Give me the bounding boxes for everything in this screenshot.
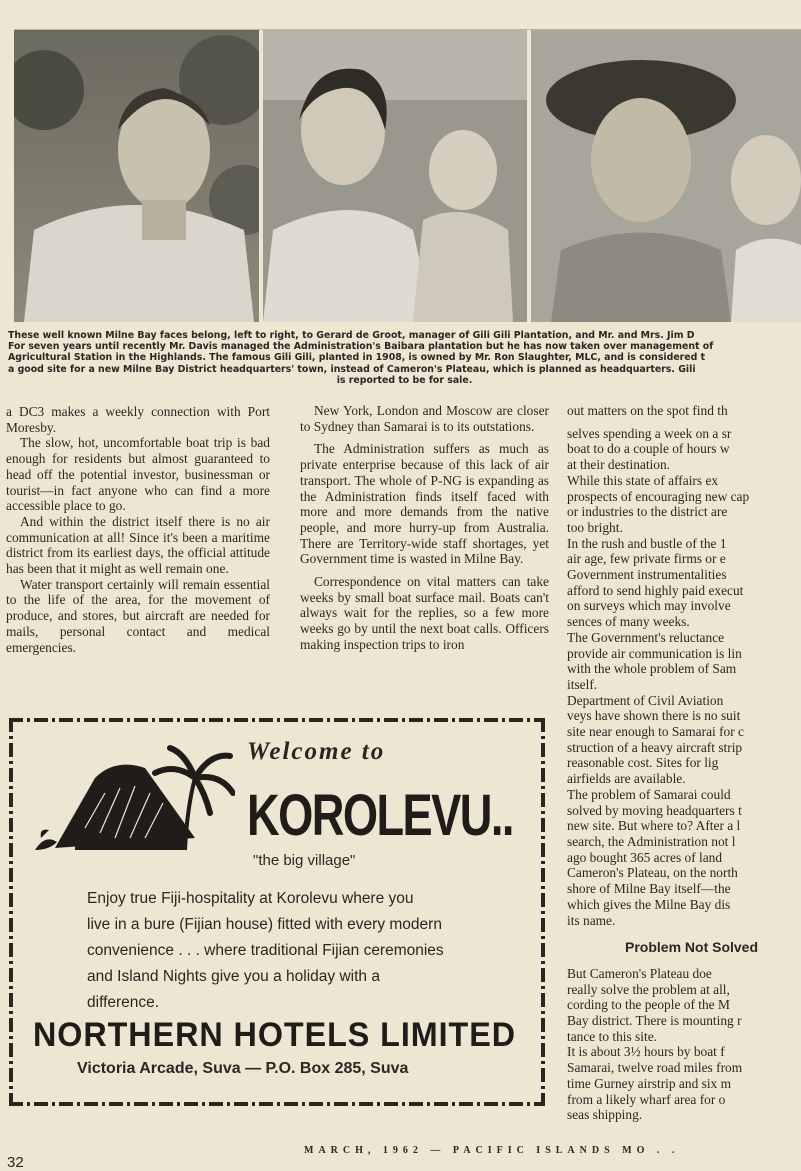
caption-line: For seven years until recently Mr. Davis managed the Administration's Baibara plantation but he has now taken over management of bbox=[8, 341, 714, 353]
column-line: It is about 3½ hours by boat f bbox=[567, 1044, 725, 1060]
caption-line: Agricultural Station in the Highlands. The famous Gili Gili, planted in 1908, is owned by Mr. Ron Slaughter, MLC, and is considered t bbox=[8, 352, 706, 364]
caption-line: is reported to be for sale. bbox=[336, 374, 473, 386]
column-line: site near enough to Samarai for c bbox=[567, 724, 744, 740]
column-line: The problem of Samarai could bbox=[567, 786, 731, 802]
column-line: on surveys which may involve bbox=[567, 598, 731, 614]
caption-line: a good site for a new Milne Bay District headquarters' town, instead of Cameron's Plateau, which is planned as headquarters. Gili bbox=[8, 363, 696, 375]
column-line: out matters on the spot find th bbox=[567, 403, 728, 418]
column-line: Samarai, twelve road miles from bbox=[567, 1060, 743, 1076]
paragraph: The slow, hot, uncomfortable boat trip is bad enough for residents but almost guaranteed to head off the potential investor, businessman or tourist—in fact anyone who can find a more accessible place to go. bbox=[6, 435, 270, 514]
column-line: Department of Civil Aviation bbox=[567, 692, 724, 708]
ad-body-line: Enjoy true Fiji-hospitality at Korolevu where you bbox=[87, 890, 414, 907]
column-line: Cameron's Plateau, on the north bbox=[567, 865, 738, 881]
ad-korolevu-title: KOROLEVU.. bbox=[247, 783, 513, 848]
column-line: veys have shown there is no suit bbox=[567, 708, 741, 724]
photo-strip bbox=[14, 30, 801, 322]
column-line: prospects of encouraging new cap bbox=[567, 488, 750, 504]
paragraph: Water transport certainly will remain essential to the life of the area, for the movement of produce, and stores, but aircraft are needed for mails, personal contact and medical emergencies. bbox=[6, 576, 270, 655]
ad-body-line: convenience . . . where traditional Fijian ceremonies bbox=[87, 942, 444, 959]
column-line: airfields are available. bbox=[567, 771, 686, 787]
ad-border-left bbox=[9, 718, 13, 1106]
page-number: 32 bbox=[7, 1154, 24, 1171]
column-line: In the rush and bustle of the 1 bbox=[567, 535, 727, 551]
column-line: itself. bbox=[567, 676, 598, 692]
subheading: Problem Not Solved bbox=[625, 939, 759, 956]
column-line: reasonable cost. Sites for lig bbox=[567, 755, 719, 771]
paragraph: New York, London and Moscow are closer to Sydney than Samarai is to its outstations. bbox=[300, 403, 549, 434]
paragraph: a DC3 makes a weekly connection with Port Moresby. bbox=[6, 404, 270, 435]
ad-body-line: and Island Nights give you a holiday with a bbox=[87, 968, 380, 985]
column-line: But Cameron's Plateau doe bbox=[567, 965, 712, 981]
ad-welcome-heading: Welcome to bbox=[247, 738, 386, 765]
paragraph: And within the district itself there is no air communication at all! Since it's been a maritime district from its earliest days, the official attitude has been that it might as well remain one. bbox=[6, 513, 270, 577]
column-line: selves spending a week on a sr bbox=[567, 425, 732, 441]
column-line: air age, few private firms or e bbox=[567, 551, 726, 567]
caption-line: These well known Milne Bay faces belong, left to right, to Gerard de Groot, manager of Gili Gili Plantation, and Mr. and Mrs. Jim D bbox=[8, 330, 695, 341]
photo-gerard-de-groot bbox=[14, 30, 259, 322]
column-line: which gives the Milne Bay dis bbox=[567, 896, 731, 912]
ad-border-right bbox=[541, 718, 545, 1106]
article-column-3 bbox=[567, 403, 801, 1123]
column-line: While this state of affairs ex bbox=[567, 472, 719, 488]
column-line: ago bought 365 acres of land bbox=[567, 849, 723, 865]
ad-tagline: "the big village" bbox=[253, 852, 356, 869]
column-line: Bay district. There is mounting r bbox=[567, 1013, 742, 1029]
running-footer: MARCH, 1962 — PACIFIC ISLANDS MO . . bbox=[304, 1145, 680, 1156]
ad-body-line: live in a bure (Fijian house) fitted with every modern bbox=[87, 916, 442, 933]
column-line: provide air communication is lin bbox=[567, 645, 742, 661]
column-line: with the whole problem of Sam bbox=[567, 661, 737, 677]
ad-border-top bbox=[9, 718, 545, 722]
column-line: The Government's reluctance bbox=[567, 629, 725, 645]
column-line: its name. bbox=[567, 912, 616, 928]
ad-address: Victoria Arcade, Suva — P.O. Box 285, Suva bbox=[77, 1060, 409, 1077]
bure-and-palm-illustration bbox=[35, 738, 235, 858]
column-line: Government instrumentalities bbox=[567, 567, 727, 583]
column-line: afford to send highly paid execut bbox=[567, 582, 744, 598]
column-line: cording to the people of the M bbox=[567, 997, 730, 1013]
ad-body-line: difference. bbox=[87, 994, 160, 1011]
ad-border-bottom bbox=[9, 1102, 545, 1106]
column-line: too bright. bbox=[567, 519, 623, 535]
column-line: new site. But where to? After a l bbox=[567, 818, 741, 834]
column-line: solved by moving headquarters t bbox=[567, 802, 742, 818]
column-line: search, the Administration not l bbox=[567, 833, 736, 849]
column-line: seas shipping. bbox=[567, 1107, 643, 1123]
paragraph: The Administration suffers as much as private enterprise because of this lack of air transport. The whole of P-NG is expanding as the Administration finds itself faced with more and more demands from the native people, and more hurry-up from Australia. There are Territory-wide staff shortages, yet Government time is wasted in Milne Bay. bbox=[300, 441, 549, 567]
column-line: struction of a heavy aircraft strip bbox=[567, 739, 743, 755]
photo-caption bbox=[8, 330, 801, 394]
column-line: at their destination. bbox=[567, 457, 671, 473]
column-line: or industries to the district are bbox=[567, 504, 728, 520]
column-line: time Gurney airstrip and six m bbox=[567, 1075, 732, 1091]
column-line: from a likely wharf area for o bbox=[567, 1091, 726, 1107]
photo-mrs-davis-and-child bbox=[263, 30, 527, 322]
paragraph: Correspondence on vital matters can take weeks by small boat surface mail. Boats can't always wait for the replies, so a few more weeks go by until the next boat calls. Officers making inspection trips to iron bbox=[300, 574, 549, 652]
ad-company-name: NORTHERN HOTELS LIMITED bbox=[33, 1016, 517, 1054]
column-line: tance to this site. bbox=[567, 1028, 657, 1044]
column-line: shore of Milne Bay itself—the bbox=[567, 881, 731, 897]
column-line: really solve the problem at all, bbox=[567, 981, 730, 997]
photo-jim-davis-and-child bbox=[531, 30, 801, 322]
article-column-1 bbox=[6, 404, 270, 655]
article-column-2 bbox=[300, 403, 549, 653]
ad-body-text bbox=[87, 886, 507, 1016]
column-line: boat to do a couple of hours w bbox=[567, 441, 730, 457]
korolevu-advertisement bbox=[9, 718, 545, 1106]
column-line: sences of many weeks. bbox=[567, 614, 690, 630]
